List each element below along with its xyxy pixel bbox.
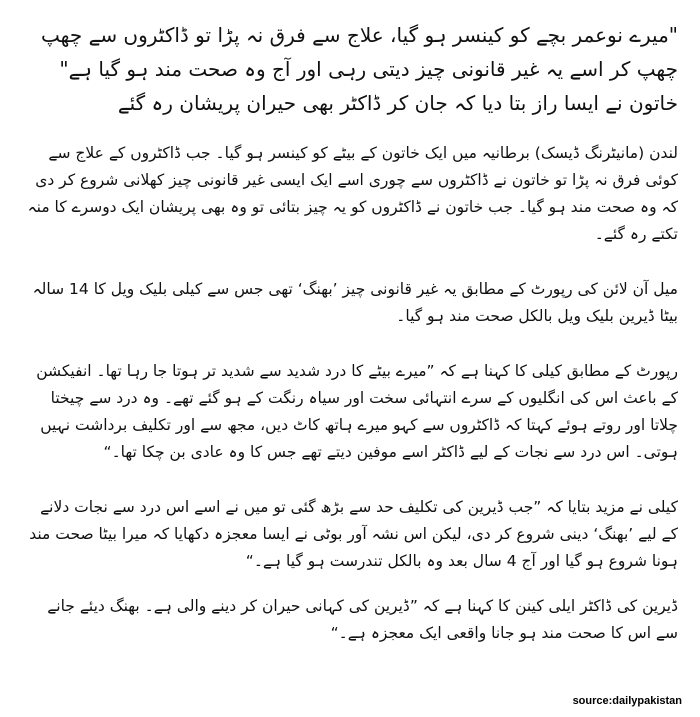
article-paragraph-report: میل آن لائن کی رپورٹ کے مطابق یہ غیر قانونی چیز ’بھنگ‘ تھی جس سے کیلی بلیک ویل کا 14 سالہ بیٹا ڈیرین بلیک ویل بالکل صحت مند ہو گیا۔ (32, 280, 678, 325)
article-paragraph-doctor-quote: ڈیرین کی ڈاکٹر ایلی کینن کا کہنا ہے کہ ”ڈیرین کی کہانی حیران کر دینے والی ہے۔ بھنگ دیئے جانے سے اس کا صحت مند ہو جانا واقعی ایک معجزہ ہے۔“ (47, 597, 678, 642)
article-headline: "میرے نوعمر بچے کو کینسر ہو گیا، علاج سے فرق نہ پڑا تو ڈاکٹروں سے چھپ چھپ کر اسے یہ غیر قانونی چیز دیتی رہی اور آج وہ صحت مند ہو گیا ہے" خاتون نے ایسا راز بتا دیا کہ جان کر ڈاکٹر بھی حیران پریشان رہ گئے (41, 23, 678, 115)
article-body (22, 18, 678, 675)
article-paragraph-treatment: کیلی نے مزید بتایا کہ ”جب ڈیرین کی تکلیف حد سے بڑھ گئی تو میں نے اسے اس درد سے نجات دلانے کے لیے ’بھنگ‘ دینی شروع کر دی، لیکن اس نشہ آور بوٹی نے ایسا معجزہ دکھایا کہ میرا بیٹا صحت مند ہونا شروع ہو گیا اور آج 4 سال بعد وہ بالکل تندرست ہو گیا ہے۔“ (29, 498, 678, 570)
article-paragraph-mother-quote: رپورٹ کے مطابق کیلی کا کہنا ہے کہ ”میرے بیٹے کا درد شدید سے شدید تر ہوتا جا رہا تھا۔ انفیکشن کے باعث اس کی انگلیوں کے سرے انتہائی سخت اور سیاہ رنگت کے ہو گئے تھے۔ وہ درد سے چیختا چلاتا اور روتے ہوئے کہتا کہ ڈاکٹروں سے کہو میرے ہاتھ کاٹ دیں، مجھ سے اور تکلیف برداشت نہیں ہوتی۔ اس درد سے نجات کے لیے ڈاکٹر اسے موفین دیتے تھے جس کا وہ عادی بن چکا تھا۔“ (36, 362, 678, 461)
source-credit: source:dailypakistan (572, 695, 682, 707)
article-paragraph-intro: لندن (مانیٹرنگ ڈیسک) برطانیہ میں ایک خاتون کے بیٹے کو کینسر ہو گیا۔ جب ڈاکٹروں کے علاج سے کوئی فرق نہ پڑا تو خاتون نے ڈاکٹروں سے چوری اسے ایک ایسی غیر قانونی چیز کھلانی شروع کر دی کہ وہ صحت مند ہو گیا۔ جب خاتون نے ڈاکٹروں کو یہ چیز بتائی تو وہ بھی پریشان ایک دوسرے کا منہ تکتے رہ گئے۔ (27, 144, 678, 243)
